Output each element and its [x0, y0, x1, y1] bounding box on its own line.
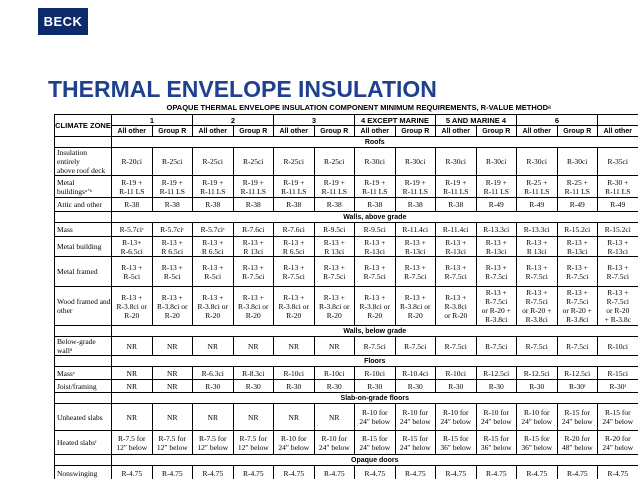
r-value-cell: R-15.2ci — [557, 223, 598, 237]
row-label: Below-grade wallᵈ — [55, 337, 112, 356]
r-value-cell: NR — [274, 404, 315, 431]
row-label: Massᵉ — [55, 367, 112, 380]
r-value-cell: NR — [112, 404, 153, 431]
r-value-cell: R-7.5ci — [517, 337, 558, 356]
r-value-cell: R-30ci — [517, 148, 558, 176]
row-label: Wood framed and other — [55, 287, 112, 326]
table-row — [55, 237, 638, 257]
r-value-cell: NR — [152, 337, 193, 356]
section-row — [55, 137, 638, 148]
section-label-cell — [55, 137, 112, 148]
group-subheader: All other — [598, 126, 638, 137]
table-row — [55, 148, 638, 176]
section-header: Slab-on-grade floors — [112, 393, 638, 404]
row-label: Mass — [55, 223, 112, 237]
r-value-cell: R-30 — [436, 380, 477, 393]
section-row — [55, 356, 638, 367]
zone-header: 1 — [112, 115, 193, 126]
r-value-cell: R-13 + R-3.8ci or R-20 — [395, 287, 436, 326]
insulation-table-wrapper — [54, 100, 638, 479]
r-value-cell: R-4.75 — [517, 466, 558, 479]
zone-header: 3 — [274, 115, 355, 126]
section-label-cell — [55, 393, 112, 404]
r-value-cell: R-4.75 — [557, 466, 598, 479]
r-value-cell: R-49 — [598, 198, 638, 212]
r-value-cell: R-7.5ci — [436, 337, 477, 356]
r-value-cell: NR — [314, 404, 355, 431]
r-value-cell: R-15 for 36″ below — [436, 431, 477, 455]
r-value-cell: R-13 + R-13ci — [436, 237, 477, 257]
r-value-cell: R-13 + R 6.5ci — [193, 237, 234, 257]
row-label: Metal buildingsᵃʼᵇ — [55, 176, 112, 198]
r-value-cell: R-10ci — [355, 367, 396, 380]
r-value-cell: R-38 — [314, 198, 355, 212]
r-value-cell: R-4.75 — [476, 466, 517, 479]
zone-header: 4 EXCEPT MARINE — [355, 115, 436, 126]
r-value-cell: R-15 for 24″ below — [598, 404, 638, 431]
r-value-cell: R-30 — [193, 380, 234, 393]
group-subheader: All other — [274, 126, 315, 137]
r-value-cell: R-25 + R-11 LS — [517, 176, 558, 198]
r-value-cell: NR — [152, 380, 193, 393]
r-value-cell: R-13 + R-7.5ci — [517, 257, 558, 287]
group-subheader: Group R — [233, 126, 274, 137]
r-value-cell: R-15 for 36″ below — [517, 431, 558, 455]
r-value-cell: R-9.5ci — [314, 223, 355, 237]
r-value-cell: R-30 — [517, 380, 558, 393]
row-label: Metal framed — [55, 257, 112, 287]
r-value-cell: R-19 + R-11 LS — [274, 176, 315, 198]
r-value-cell: R-4.75 — [598, 466, 638, 479]
r-value-cell: R-13 + R-3.8ci or R-20 — [355, 287, 396, 326]
r-value-cell: R-13 + R-3.8ci or R-20 — [233, 287, 274, 326]
r-value-cell: R-13 + R-13ci — [557, 237, 598, 257]
r-value-cell: R-11.4ci — [436, 223, 477, 237]
r-value-cell: NR — [112, 367, 153, 380]
r-value-cell: NR — [274, 337, 315, 356]
r-value-cell: R-38 — [436, 198, 477, 212]
group-subheader: Group R — [395, 126, 436, 137]
zone-header — [598, 115, 638, 126]
r-value-cell: R-12.5ci — [517, 367, 558, 380]
section-header: Opaque doors — [112, 455, 638, 466]
group-subheader: All other — [112, 126, 153, 137]
r-value-cell: NR — [152, 404, 193, 431]
r-value-cell: R-13 + R-3.8ci or R-20 — [152, 287, 193, 326]
group-subheader: All other — [193, 126, 234, 137]
group-subheader: Group R — [152, 126, 193, 137]
r-value-cell: NR — [314, 337, 355, 356]
row-label: Metal building — [55, 237, 112, 257]
r-value-cell: R-13 + R-7.5ci or R-20 + R-3.8ci — [557, 287, 598, 326]
r-value-cell: R-30ᶠ — [557, 380, 598, 393]
r-value-cell: R-13 + R-7.5ci or R-20 + R-3.8ci — [476, 287, 517, 326]
r-value-cell: R-7.5ci — [395, 337, 436, 356]
r-value-cell: R-30ci — [557, 148, 598, 176]
table-row — [55, 380, 638, 393]
r-value-cell: R-5.7ciᶜ — [193, 223, 234, 237]
r-value-cell: R-30ᶠ — [598, 380, 638, 393]
r-value-cell: R-20 for 48″ below — [557, 431, 598, 455]
r-value-cell: R-19 + R-11 LS — [436, 176, 477, 198]
r-value-cell: R-30ci — [476, 148, 517, 176]
r-value-cell: NR — [193, 337, 234, 356]
r-value-cell: R-49 — [476, 198, 517, 212]
r-value-cell: R-10 for 24″ below — [274, 431, 315, 455]
r-value-cell: R-13 + R-7.5ci — [274, 257, 315, 287]
r-value-cell: R-13.3ci — [476, 223, 517, 237]
r-value-cell: R-25ci — [152, 148, 193, 176]
r-value-cell: R-13 + R-7.5ci — [557, 257, 598, 287]
beck-logo: BECK — [38, 8, 88, 35]
r-value-cell: R-38 — [193, 198, 234, 212]
r-value-cell: NR — [112, 337, 153, 356]
r-value-cell: R-10ci — [436, 367, 477, 380]
section-label-cell — [55, 212, 112, 223]
row-label: Unheated slabs — [55, 404, 112, 431]
r-value-cell: R-19 + R-11 LS — [355, 176, 396, 198]
r-value-cell: R-15 for 36″ below — [476, 431, 517, 455]
r-value-cell: R-11.4ci — [395, 223, 436, 237]
r-value-cell: R-10ci — [314, 367, 355, 380]
r-value-cell: R-7.5ci — [355, 337, 396, 356]
r-value-cell: R-10 for 24″ below — [395, 404, 436, 431]
r-value-cell: R-25ci — [233, 148, 274, 176]
r-value-cell: R-19 + R-11 LS — [314, 176, 355, 198]
r-value-cell: R-20 for 24″ below — [598, 431, 638, 455]
r-value-cell: R-13 + R 13ci — [314, 237, 355, 257]
r-value-cell: R-13 + R-13ci — [598, 237, 638, 257]
r-value-cell: R-12.5ci — [557, 367, 598, 380]
r-value-cell: R-4.75 — [274, 466, 315, 479]
r-value-cell: R-13 + R-7.5ci — [395, 257, 436, 287]
group-subheader: Group R — [476, 126, 517, 137]
r-value-cell: R-7.5 for 12″ below — [112, 431, 153, 455]
r-value-cell: R-8.3ci — [233, 367, 274, 380]
r-value-cell: R-30ci — [436, 148, 477, 176]
r-value-cell: R-15 for 24″ below — [355, 431, 396, 455]
zone-header: 6 — [517, 115, 598, 126]
r-value-cell: R-19 + R-11 LS — [395, 176, 436, 198]
r-value-cell: R-49 — [517, 198, 558, 212]
r-value-cell: R-25ci — [314, 148, 355, 176]
r-value-cell: R-10 for 24″ below — [314, 431, 355, 455]
section-header: Walls, above grade — [112, 212, 638, 223]
section-row — [55, 212, 638, 223]
r-value-cell: R-19 + R-11 LS — [233, 176, 274, 198]
section-row — [55, 455, 638, 466]
r-value-cell: NR — [152, 367, 193, 380]
r-value-cell: NR — [233, 404, 274, 431]
insulation-table — [54, 100, 638, 479]
r-value-cell: R-10 for 24″ below — [355, 404, 396, 431]
r-value-cell: R-9.5ci — [355, 223, 396, 237]
r-value-cell: R-30ci — [395, 148, 436, 176]
section-header: Walls, below grade — [112, 326, 638, 337]
r-value-cell: R-4.75 — [395, 466, 436, 479]
r-value-cell: R-38 — [152, 198, 193, 212]
section-row — [55, 393, 638, 404]
page-title: THERMAL ENVELOPE INSULATION — [48, 76, 437, 102]
r-value-cell: R-13 + R-7.5ci or R-20 + R-3.8ci — [517, 287, 558, 326]
r-value-cell: R-13 + R 13ci — [517, 237, 558, 257]
table-row — [55, 404, 638, 431]
row-label: Attic and other — [55, 198, 112, 212]
r-value-cell: R-19 + R-11 LS — [152, 176, 193, 198]
r-value-cell: R-10.4ci — [395, 367, 436, 380]
r-value-cell: R-4.75 — [436, 466, 477, 479]
zone-header: 5 AND MARINE 4 — [436, 115, 517, 126]
group-subheader: All other — [436, 126, 477, 137]
section-label-cell — [55, 326, 112, 337]
r-value-cell: R-49 — [557, 198, 598, 212]
table-row — [55, 223, 638, 237]
r-value-cell: R-13 + R-7.5ci — [355, 257, 396, 287]
section-label-cell — [55, 455, 112, 466]
r-value-cell: R-13 + R-3.8ci or R-20 — [193, 287, 234, 326]
table-row — [55, 287, 638, 326]
table-row — [55, 257, 638, 287]
r-value-cell: R-13 + R-3.8ci or R-20 — [112, 287, 153, 326]
r-value-cell: R-13 + R-3.8ci or R-20 — [436, 287, 477, 326]
r-value-cell: R-10 for 24″ below — [517, 404, 558, 431]
r-value-cell: R-4.75 — [112, 466, 153, 479]
r-value-cell: R-30 + R-11 LS — [598, 176, 638, 198]
r-value-cell: NR — [233, 337, 274, 356]
r-value-cell: R-25ci — [193, 148, 234, 176]
r-value-cell: R-13 + R-7.5ci — [476, 257, 517, 287]
row-label: Heated slabsᶠ — [55, 431, 112, 455]
r-value-cell: R-30 — [395, 380, 436, 393]
section-header: Floors — [112, 356, 638, 367]
group-subheader: Group R — [314, 126, 355, 137]
section-row — [55, 326, 638, 337]
group-subheader: All other — [355, 126, 396, 137]
r-value-cell: R-4.75 — [152, 466, 193, 479]
r-value-cell: R-25 + R-11 LS — [557, 176, 598, 198]
r-value-cell: R-10ci — [274, 367, 315, 380]
r-value-cell: R-7.5 for 12″ below — [152, 431, 193, 455]
r-value-cell: R-6.3ci — [193, 367, 234, 380]
r-value-cell: R-5.7ciᶜ — [112, 223, 153, 237]
r-value-cell: NR — [112, 380, 153, 393]
r-value-cell: R-15 for 24″ below — [557, 404, 598, 431]
table-row — [55, 466, 638, 479]
r-value-cell: R-13 + R-7.5ci — [233, 257, 274, 287]
row-label: Nonswinging — [55, 466, 112, 479]
section-label-cell — [55, 356, 112, 367]
r-value-cell: R-38 — [395, 198, 436, 212]
r-value-cell: R-30 — [314, 380, 355, 393]
r-value-cell: R-4.75 — [314, 466, 355, 479]
r-value-cell: R-13 + R 6.5ci — [152, 237, 193, 257]
r-value-cell: R-7.5 for 12″ below — [233, 431, 274, 455]
r-value-cell: R-19 + R-11 LS — [476, 176, 517, 198]
r-value-cell: R-4.75 — [233, 466, 274, 479]
r-value-cell: R-7.5ci — [476, 337, 517, 356]
r-value-cell: R-4.75 — [355, 466, 396, 479]
r-value-cell: R-20ci — [112, 148, 153, 176]
r-value-cell: R-15 for 24″ below — [395, 431, 436, 455]
r-value-cell: R-30 — [274, 380, 315, 393]
r-value-cell: R-10 for 24″ below — [436, 404, 477, 431]
r-value-cell: NR — [193, 404, 234, 431]
r-value-cell: R-13 + R-7.5ci — [598, 257, 638, 287]
r-value-cell: R-13 + R-13ci — [476, 237, 517, 257]
r-value-cell: R-10 for 24″ below — [476, 404, 517, 431]
r-value-cell: R-30 — [233, 380, 274, 393]
r-value-cell: R-30 — [476, 380, 517, 393]
r-value-cell: R-38 — [274, 198, 315, 212]
r-value-cell: R-13 + R-5ci — [112, 257, 153, 287]
r-value-cell: R-12.5ci — [476, 367, 517, 380]
r-value-cell: R-38 — [112, 198, 153, 212]
r-value-cell: R-13+ R-6.5ci — [112, 237, 153, 257]
r-value-cell: R-4.75 — [193, 466, 234, 479]
r-value-cell: R-13 + R-13ci — [395, 237, 436, 257]
r-value-cell: R-13 + R-5ci — [152, 257, 193, 287]
table-row — [55, 337, 638, 356]
table-row — [55, 176, 638, 198]
r-value-cell: R-13 + R 13ci — [233, 237, 274, 257]
r-value-cell: R-10ci — [598, 337, 638, 356]
r-value-cell: R-35ci — [598, 148, 638, 176]
climate-zone-header: CLIMATE ZONE — [55, 115, 112, 137]
r-value-cell: R-13 + R-5ci — [193, 257, 234, 287]
r-value-cell: R-13 + R-7.5ci — [314, 257, 355, 287]
r-value-cell: R-19 + R-11 LS — [112, 176, 153, 198]
r-value-cell: R-13 + R-13ci — [355, 237, 396, 257]
r-value-cell: R-30 — [355, 380, 396, 393]
zone-header: 2 — [193, 115, 274, 126]
r-value-cell: R-5.7ciᶜ — [152, 223, 193, 237]
r-value-cell: R-13 + R 6.5ci — [274, 237, 315, 257]
r-value-cell: R-13 + R-7.5ci or R-20 + R-3.8c — [598, 287, 638, 326]
r-value-cell: R-7.6ci — [274, 223, 315, 237]
table-row — [55, 367, 638, 380]
row-label: Joist/framing — [55, 380, 112, 393]
r-value-cell: R-7.5 for 12″ below — [193, 431, 234, 455]
r-value-cell: R-13 + R-3.8ci or R-20 — [274, 287, 315, 326]
r-value-cell: R-15ci — [598, 367, 638, 380]
r-value-cell: R-30ci — [355, 148, 396, 176]
group-subheader: All other — [517, 126, 558, 137]
group-subheader: Group R — [557, 126, 598, 137]
r-value-cell: R-15.2ci — [598, 223, 638, 237]
r-value-cell: R-38 — [355, 198, 396, 212]
r-value-cell: R-7.5ci — [557, 337, 598, 356]
table-row — [55, 198, 638, 212]
r-value-cell: R-13 + R-3.8ci or R-20 — [314, 287, 355, 326]
row-label: Insulation entirely above roof deck — [55, 148, 112, 176]
r-value-cell: R-19 + R-11 LS — [193, 176, 234, 198]
r-value-cell: R-13 + R-7.5ci — [436, 257, 477, 287]
section-header: Roofs — [112, 137, 638, 148]
r-value-cell: R-38 — [233, 198, 274, 212]
r-value-cell: R-13.3ci — [517, 223, 558, 237]
table-caption: OPAQUE THERMAL ENVELOPE INSULATION COMPONENT MINIMUM REQUIREMENTS, R-VALUE METHODᵃ — [166, 102, 551, 112]
r-value-cell: R-7.6ci — [233, 223, 274, 237]
table-row — [55, 431, 638, 455]
r-value-cell: R-25ci — [274, 148, 315, 176]
